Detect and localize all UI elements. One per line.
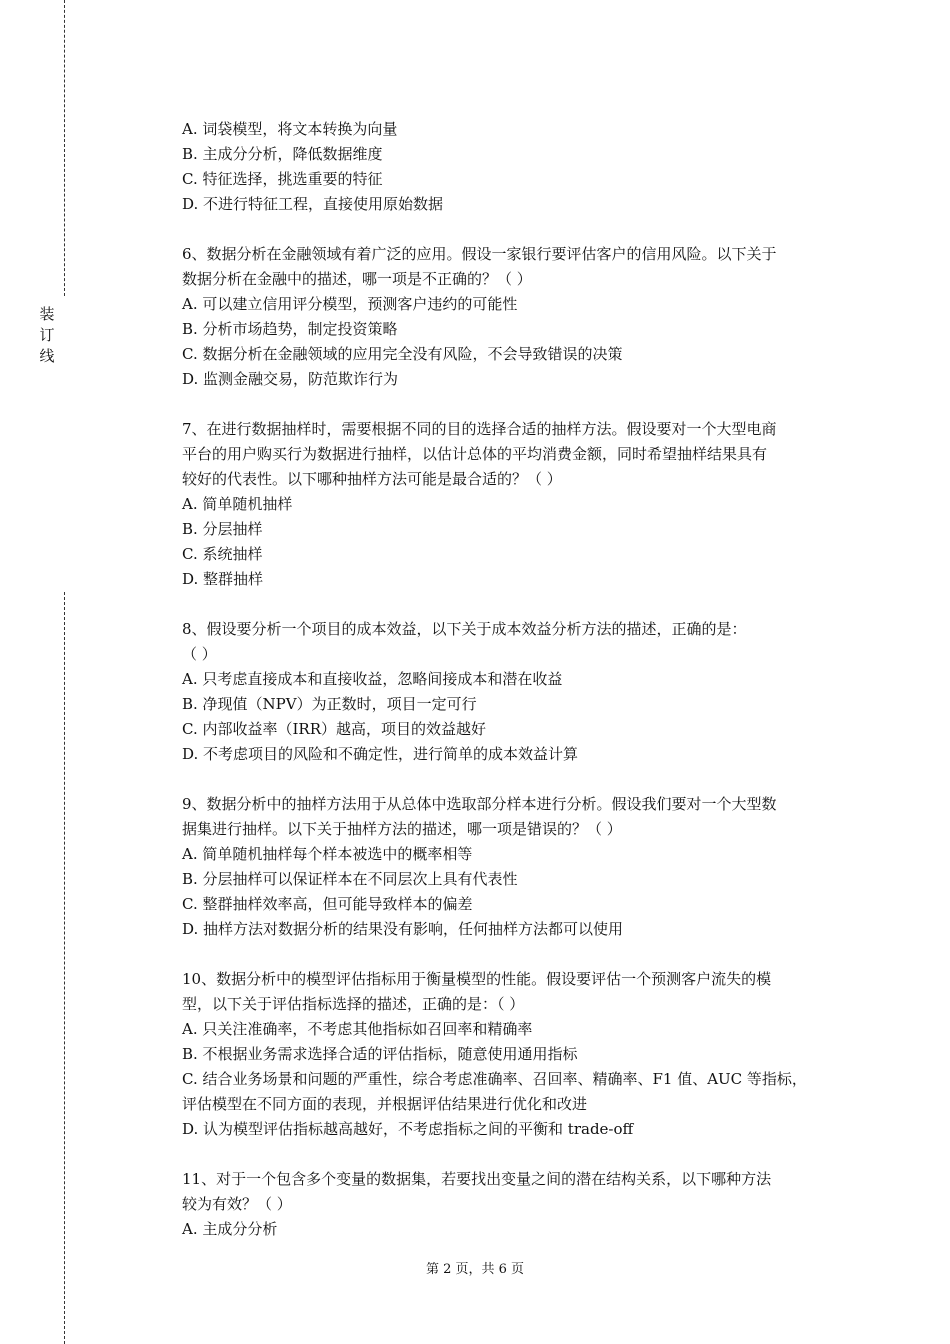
option-text: C. 结合业务场景和问题的严重性，综合考虑准确率、召回率、精确率、F1 值、AUC 等指标， [182,1070,807,1088]
option-text: B. 分层抽样可以保证样本在不同层次上具有代表性 [182,870,518,888]
question-stem: 9、数据分析中的抽样方法用于从总体中选取部分样本进行分析。假设我们要对一个大型数 [182,795,777,813]
question-stem: 6、数据分析在金融领域有着广泛的应用。假设一家银行要评估客户的信用风险。以下关于 [182,245,777,263]
question-stem: 平台的用户购买行为数据进行抽样，以估计总体的平均消费金额，同时希望抽样结果具有 [182,445,768,463]
option-text: C. 数据分析在金融领域的应用完全没有风险，不会导致错误的决策 [182,345,623,363]
question-8 [182,617,872,767]
page-footer: 第 2 页，共 6 页 [425,1262,525,1277]
question-stem: 较好的代表性。以下哪种抽样方法可能是最合适的？（ ） [182,470,562,488]
question-stem: （ ） [182,645,217,663]
option-text: D. 监测金融交易，防范欺诈行为 [182,370,399,388]
binding-char: 订 [39,326,55,344]
question-stem: 据集进行抽样。以下关于抽样方法的描述，哪一项是错误的？（ ） [182,820,622,838]
option-text: C. 内部收益率（IRR）越高，项目的效益越好 [182,720,486,738]
binding-label [37,304,57,367]
option-text: D. 不进行特征工程，直接使用原始数据 [182,195,444,213]
option-text: B. 分层抽样 [182,520,263,538]
option-text: A. 可以建立信用评分模型，预测客户违约的可能性 [182,295,518,313]
option-text: A. 简单随机抽样 [182,495,293,513]
binding-char: 装 [39,305,55,323]
question-9 [182,792,872,942]
question-11 [182,1167,872,1242]
question-stem: 11、对于一个包含多个变量的数据集，若要找出变量之间的潜在结构关系，以下哪种方法 [182,1170,772,1188]
option-text: C. 特征选择，挑选重要的特征 [182,170,383,188]
option-text: A. 简单随机抽样每个样本被选中的概率相等 [182,845,473,863]
option-text: A. 只关注准确率，不考虑其他指标如召回率和精确率 [182,1020,533,1038]
binding-char: 线 [39,347,55,365]
option-text: B. 净现值（NPV）为正数时，项目一定可行 [182,695,477,713]
option-text: A. 词袋模型，将文本转换为向量 [182,120,398,138]
question-5-options [182,117,872,217]
binding-line-bottom [64,592,65,1344]
option-text: D. 抽样方法对数据分析的结果没有影响，任何抽样方法都可以使用 [182,920,624,938]
question-stem: 7、在进行数据抽样时，需要根据不同的目的选择合适的抽样方法。假设要对一个大型电商 [182,420,777,438]
exam-content [182,117,872,1242]
option-text: D. 不考虑项目的风险和不确定性，进行简单的成本效益计算 [182,745,579,763]
option-text: A. 只考虑直接成本和直接收益，忽略间接成本和潜在收益 [182,670,563,688]
question-7 [182,417,872,592]
option-text-continued: 评估模型在不同方面的表现，并根据评估结果进行优化和改进 [182,1095,588,1113]
question-stem: 8、假设要分析一个项目的成本效益，以下关于成本效益分析方法的描述，正确的是： [182,620,747,638]
option-text: A. 主成分分析 [182,1220,278,1238]
option-text: B. 分析市场趋势，制定投资策略 [182,320,398,338]
binding-line-top [64,0,65,296]
option-text: D. 认为模型评估指标越高越好，不考虑指标之间的平衡和 trade-off [182,1120,634,1138]
question-stem: 型，以下关于评估指标选择的描述，正确的是：（ ） [182,995,525,1013]
question-stem: 数据分析在金融中的描述，哪一项是不正确的？（ ） [182,270,532,288]
question-stem: 较为有效？（ ） [182,1195,292,1213]
question-6 [182,242,872,392]
question-10 [182,967,872,1142]
question-stem: 10、数据分析中的模型评估指标用于衡量模型的性能。假设要评估一个预测客户流失的模 [182,970,772,988]
option-text: B. 不根据业务需求选择合适的评估指标，随意使用通用指标 [182,1045,578,1063]
option-text: C. 整群抽样效率高，但可能导致样本的偏差 [182,895,473,913]
option-text: C. 系统抽样 [182,545,263,563]
option-text: B. 主成分分析，降低数据维度 [182,145,383,163]
option-text: D. 整群抽样 [182,570,264,588]
